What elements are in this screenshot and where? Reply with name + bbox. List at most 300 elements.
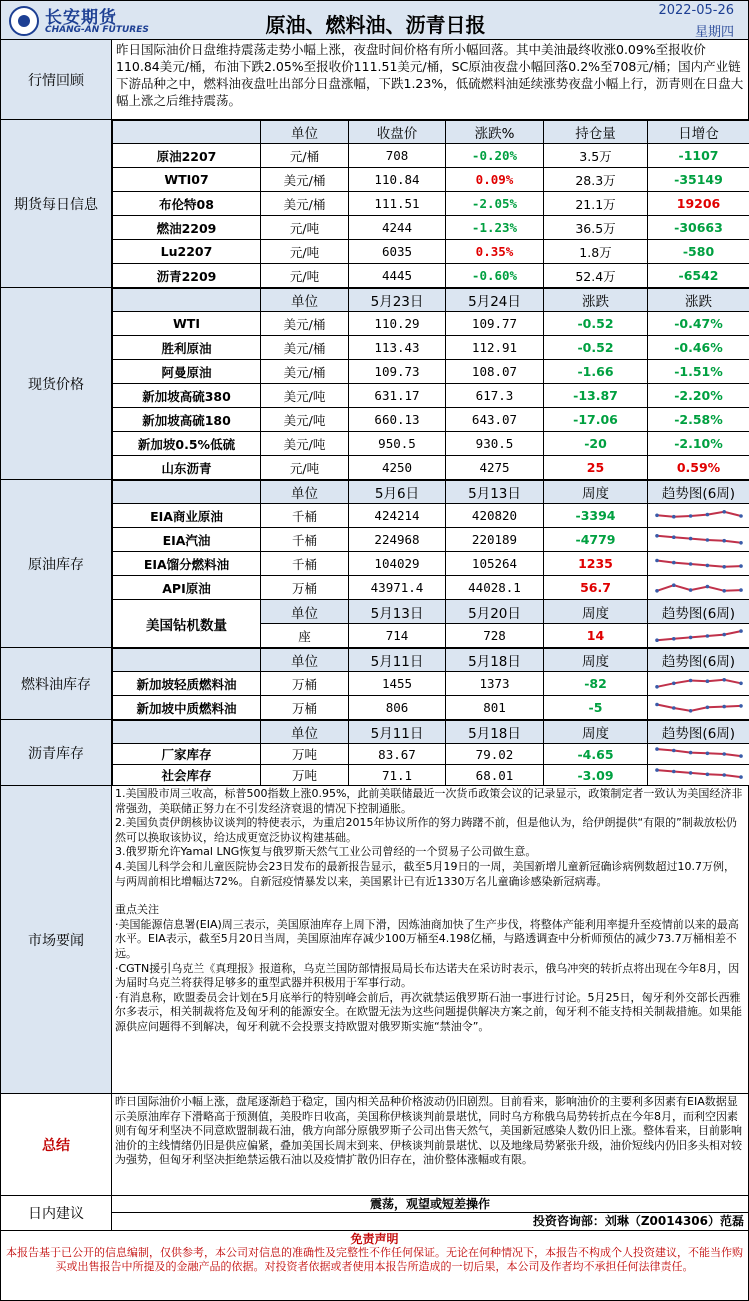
- daily-oi-change: -580: [648, 240, 749, 264]
- value-week1: 104029: [349, 552, 446, 576]
- value-week1: 43971.4: [349, 576, 446, 600]
- trend-sparkline: [653, 766, 745, 784]
- table-row: [113, 312, 749, 336]
- price-change-percent: -2.10%: [648, 432, 749, 456]
- column-header: 单位: [261, 289, 349, 312]
- table-row: [113, 264, 749, 288]
- value-week1: 83.67: [349, 744, 446, 765]
- contract-name: 沥青2209: [113, 264, 261, 288]
- trend-point: [688, 562, 692, 566]
- trend-point: [655, 534, 659, 538]
- column-header: 5月13日: [446, 481, 544, 504]
- trend-cell: [648, 624, 749, 648]
- value-week1: 1455: [349, 672, 446, 696]
- trend-point: [722, 538, 726, 542]
- trend-point: [722, 678, 726, 682]
- close-price: 110.84: [349, 168, 446, 192]
- spot-table: [112, 288, 749, 480]
- table-row: [113, 528, 749, 552]
- trend-point: [655, 768, 659, 772]
- trend-point: [655, 685, 659, 689]
- column-header: 涨跌%: [446, 121, 544, 144]
- unit-cell: 千桶: [261, 552, 349, 576]
- inventory-name: 新加坡轻质燃料油: [113, 672, 261, 696]
- table-row: [113, 384, 749, 408]
- unit-cell: 千桶: [261, 504, 349, 528]
- trend-point: [722, 589, 726, 593]
- trend-line: [657, 631, 741, 640]
- advice-block: [112, 1196, 749, 1231]
- news-block: [112, 786, 749, 1094]
- trend-point: [655, 702, 659, 706]
- table-row: [113, 672, 749, 696]
- value-week2: 44028.1: [446, 576, 544, 600]
- trend-point: [722, 632, 726, 636]
- section-label-advice: 日内建议: [0, 1196, 112, 1231]
- news-item: 4.美国儿科学会和儿童医院协会23日发布的最新报告显示，截至5月19日的一周，美国新增儿童新冠确诊病例数超过10.7万例，与两周前相比增幅达72%。自新冠疫情暴发以来，美国累计已有近1330万名儿童确诊感染新冠病毒。: [115, 859, 735, 888]
- rig-count-name: 美国钻机数量: [113, 600, 261, 648]
- price-change-percent: -2.20%: [648, 384, 749, 408]
- table-row: [113, 216, 749, 240]
- trend-line: [657, 704, 741, 710]
- unit-cell: 美元/桶: [261, 312, 349, 336]
- column-header: [113, 721, 261, 744]
- section-label-review: 行情回顾: [0, 40, 112, 120]
- unit-cell: 万桶: [261, 576, 349, 600]
- table-row: [113, 765, 749, 786]
- price-day1: 950.5: [349, 432, 446, 456]
- price-change: -17.06: [544, 408, 648, 432]
- trend-point: [739, 754, 743, 758]
- column-header: 5月6日: [349, 481, 446, 504]
- value-week2: 79.02: [446, 744, 544, 765]
- trend-line: [657, 560, 741, 566]
- trend-point: [655, 638, 659, 642]
- inventory-name: EIA商业原油: [113, 504, 261, 528]
- unit-cell: 万桶: [261, 672, 349, 696]
- column-header: 趋势图(6周): [648, 721, 749, 744]
- weekly-change: -82: [544, 672, 648, 696]
- column-header: 日增仓: [648, 121, 749, 144]
- weekly-change: -4779: [544, 528, 648, 552]
- price-change: -1.66: [544, 360, 648, 384]
- product-name: 胜利原油: [113, 336, 261, 360]
- trend-sparkline: [653, 555, 745, 573]
- unit-cell: 千桶: [261, 528, 349, 552]
- price-day1: 631.17: [349, 384, 446, 408]
- news-item: 重点关注: [115, 903, 159, 917]
- report-date: 2022-05-26: [658, 3, 734, 18]
- table-row: [113, 744, 749, 765]
- open-interest: 28.3万: [544, 168, 648, 192]
- value-week2: 105264: [446, 552, 544, 576]
- column-header: 周度: [544, 600, 648, 624]
- column-header: 5月13日: [349, 600, 446, 624]
- open-interest: 52.4万: [544, 264, 648, 288]
- table-row: [113, 144, 749, 168]
- price-change-percent: -2.58%: [648, 408, 749, 432]
- inventory-name: API原油: [113, 576, 261, 600]
- inventory-name: 新加坡中质燃料油: [113, 696, 261, 720]
- fuel-inventory-table: [112, 648, 749, 720]
- unit-cell: 元/吨: [261, 216, 349, 240]
- trend-point: [688, 588, 692, 592]
- inventory-name: 厂家库存: [113, 744, 261, 765]
- unit-cell: 美元/桶: [261, 192, 349, 216]
- trend-point: [688, 709, 692, 713]
- report-header: [0, 0, 749, 40]
- weekly-change: 14: [544, 624, 648, 648]
- trend-point: [688, 751, 692, 755]
- value-week1: 806: [349, 696, 446, 720]
- product-name: 山东沥青: [113, 456, 261, 480]
- trend-cell: [648, 744, 749, 765]
- trend-point: [739, 775, 743, 779]
- change-percent: -1.23%: [446, 216, 544, 240]
- value-week1: 224968: [349, 528, 446, 552]
- news-item: ·有消息称，欧盟委员会计划在5月底举行的特别峰会前后，再次就禁运俄罗斯石油一事进行讨论。5月25日，匈牙利外交部长西雅尔多表示，相关制裁将危及匈牙利的能源安全。在欧盟无法为这些问题提供解决方案之前，匈牙利不能支持相关制裁措施。如果能源供应问题得不到解决，匈牙利就不会投票支持欧盟对俄罗斯实施“禁油令”。: [115, 990, 742, 1033]
- price-change-percent: 0.59%: [648, 456, 749, 480]
- column-header: 5月23日: [349, 289, 446, 312]
- change-percent: -2.05%: [446, 192, 544, 216]
- open-interest: 36.5万: [544, 216, 648, 240]
- trend-point: [739, 704, 743, 708]
- column-header: 涨跌: [544, 289, 648, 312]
- daily-oi-change: 19206: [648, 192, 749, 216]
- close-price: 708: [349, 144, 446, 168]
- product-name: 新加坡高硫380: [113, 384, 261, 408]
- inventory-name: 社会库存: [113, 765, 261, 786]
- column-header: 收盘价: [349, 121, 446, 144]
- trend-point: [672, 749, 676, 753]
- trend-point: [722, 704, 726, 708]
- table-row: [113, 408, 749, 432]
- value-week1: 424214: [349, 504, 446, 528]
- column-header: 涨跌: [648, 289, 749, 312]
- value-week1: 71.1: [349, 765, 446, 786]
- trend-point: [722, 510, 726, 514]
- trend-line: [657, 511, 741, 516]
- column-header: 5月18日: [446, 721, 544, 744]
- weekly-change: 56.7: [544, 576, 648, 600]
- product-name: WTI: [113, 312, 261, 336]
- trend-cell: [648, 765, 749, 786]
- trend-point: [705, 563, 709, 567]
- unit-cell: 元/吨: [261, 264, 349, 288]
- trend-point: [672, 514, 676, 518]
- column-header: 5月11日: [349, 649, 446, 672]
- trend-point: [739, 681, 743, 685]
- trend-point: [739, 514, 743, 518]
- price-change: 25: [544, 456, 648, 480]
- trend-point: [672, 706, 676, 710]
- column-header: 趋势图(6周): [648, 600, 749, 624]
- column-header: 单位: [261, 649, 349, 672]
- disclaimer-title: 免责声明: [350, 1232, 399, 1246]
- trend-point: [739, 564, 743, 568]
- table-header-row: [113, 289, 749, 312]
- price-day2: 112.91: [446, 336, 544, 360]
- section-label-fuel-inventory: 燃料油库存: [0, 648, 112, 720]
- section-label-summary: 总结: [0, 1094, 112, 1196]
- trend-cell: [648, 672, 749, 696]
- price-day2: 930.5: [446, 432, 544, 456]
- unit-cell: 万桶: [261, 696, 349, 720]
- table-header-row: [113, 649, 749, 672]
- close-price: 4244: [349, 216, 446, 240]
- column-header: 5月18日: [446, 649, 544, 672]
- table-row: [113, 336, 749, 360]
- unit-cell: 元/吨: [261, 456, 349, 480]
- trend-point: [655, 747, 659, 751]
- section-label-futures: 期货每日信息: [0, 120, 112, 288]
- price-change-percent: -0.47%: [648, 312, 749, 336]
- trend-sparkline: [653, 507, 745, 525]
- open-interest: 21.1万: [544, 192, 648, 216]
- daily-oi-change: -35149: [648, 168, 749, 192]
- section-label-news: 市场要闻: [0, 786, 112, 1094]
- trend-point: [705, 584, 709, 588]
- column-header: [113, 481, 261, 504]
- change-percent: -0.60%: [446, 264, 544, 288]
- trend-cell: [648, 528, 749, 552]
- inventory-name: EIA汽油: [113, 528, 261, 552]
- table-row: [113, 696, 749, 720]
- price-day2: 617.3: [446, 384, 544, 408]
- inventory-name: EIA馏分燃料油: [113, 552, 261, 576]
- change-percent: -0.20%: [446, 144, 544, 168]
- disclaimer-text: 本报告基于已公开的信息编制，仅供参考，本公司对信息的准确性及完整性不作任何保证。无论在何种情况下，本报告不构成个人投资建议，不能当作购买或出售报告中所提及的金融产品的依据。对投资者依据或者使用本报告所造成的一切后果，本公司及作者均不承担任何法律责任。: [6, 1246, 743, 1273]
- price-change: -13.87: [544, 384, 648, 408]
- price-day2: 109.77: [446, 312, 544, 336]
- daily-oi-change: -30663: [648, 216, 749, 240]
- column-header: 周度: [544, 481, 648, 504]
- section-label-spot: 现货价格: [0, 288, 112, 480]
- trend-point: [655, 558, 659, 562]
- value-week2: 801: [446, 696, 544, 720]
- weekly-change: -3394: [544, 504, 648, 528]
- news-item: [115, 889, 745, 903]
- price-change-percent: -1.51%: [648, 360, 749, 384]
- product-name: 阿曼原油: [113, 360, 261, 384]
- trend-line: [657, 679, 741, 686]
- trend-line: [657, 585, 741, 591]
- trend-point: [672, 535, 676, 539]
- open-interest: 3.5万: [544, 144, 648, 168]
- weekly-change: 1235: [544, 552, 648, 576]
- unit-cell: 美元/吨: [261, 432, 349, 456]
- report-title: 原油、燃料油、沥青日报: [265, 13, 486, 37]
- price-day1: 110.29: [349, 312, 446, 336]
- unit-cell: 美元/吨: [261, 384, 349, 408]
- product-name: 新加坡高硫180: [113, 408, 261, 432]
- trend-point: [705, 512, 709, 516]
- contract-name: Lu2207: [113, 240, 261, 264]
- trend-point: [705, 634, 709, 638]
- price-change-percent: -0.46%: [648, 336, 749, 360]
- trend-point: [739, 541, 743, 545]
- trend-point: [672, 560, 676, 564]
- column-header: [113, 649, 261, 672]
- product-name: 新加坡0.5%低硫: [113, 432, 261, 456]
- advice-text: 震荡，观望或短差操作: [112, 1196, 748, 1213]
- close-price: 4445: [349, 264, 446, 288]
- disclaimer: [0, 1231, 749, 1301]
- trend-point: [722, 752, 726, 756]
- trend-point: [672, 770, 676, 774]
- column-header: [113, 121, 261, 144]
- price-change: -0.52: [544, 312, 648, 336]
- table-row: [113, 192, 749, 216]
- unit-cell: 美元/吨: [261, 408, 349, 432]
- table-row: [113, 360, 749, 384]
- trend-point: [705, 538, 709, 542]
- trend-point: [722, 565, 726, 569]
- summary-text: 昨日国际油价小幅上涨，盘尾逐渐趋于稳定，国内相关品种价格波动仍旧剧烈。目前看来，影响油价的主要利多因素有EIA数据显示美原油库存下滑略高于预测值，美股昨日收高，美国称伊核谈判前景堪忧，同时乌方称俄乌局势转折点在今年8月，而利空因素则有匈牙利坚决不同意欧盟制裁石油，俄方向部分原俄罗斯子公司出售天然气，美国新冠感染人数仍旧上涨。整体看来，目前影响油价的主线情绪仍旧是供应偏紧，叠加美国长周末到来、伊核谈判前景堪忧、以及地缘局势紧张升级，油价短线内仍旧多头相对较为强势，但匈牙利坚决拒绝禁运俄石油以及疫情扩散仍旧存在，油价整体涨幅或有限。: [112, 1094, 749, 1196]
- trend-point: [672, 681, 676, 685]
- news-item: 1.美国股市周三收高，标普500指数上涨0.95%，此前美联储最近一次货币政策会议的记录显示，政策制定者一致认为美国经济非常强劲，美联储正努力在不引发经济衰退的情况下控制通胀。: [115, 787, 743, 815]
- trend-sparkline: [653, 531, 745, 549]
- trend-sparkline: [653, 675, 745, 693]
- price-day2: 643.07: [446, 408, 544, 432]
- trend-point: [672, 583, 676, 587]
- column-header: 5月11日: [349, 721, 446, 744]
- weekly-change: -5: [544, 696, 648, 720]
- trend-sparkline: [653, 699, 745, 717]
- contract-name: 原油2207: [113, 144, 261, 168]
- open-interest: 1.8万: [544, 240, 648, 264]
- daily-oi-change: -1107: [648, 144, 749, 168]
- change-percent: 0.09%: [446, 168, 544, 192]
- trend-point: [655, 589, 659, 593]
- table-row: [113, 576, 749, 600]
- price-day1: 4250: [349, 456, 446, 480]
- column-header: 周度: [544, 721, 648, 744]
- daily-oi-change: -6542: [648, 264, 749, 288]
- asphalt-inventory-table: [112, 720, 749, 786]
- value-week2: 220189: [446, 528, 544, 552]
- price-change: -0.52: [544, 336, 648, 360]
- news-item: ·美国能源信息署(EIA)周三表示，美国原油库存上周下滑，因炼油商加快了生产步伐，将整体产能利用率提升至疫情前以来的最高水平。EIA表示，截至5月20日当周，美国原油库存减少100万桶至4.198亿桶，与路透调查中分析师预估的减少73.7万桶相差不远。: [115, 917, 739, 960]
- contract-name: 燃油2209: [113, 216, 261, 240]
- trend-cell: [648, 504, 749, 528]
- unit-cell: 万吨: [261, 765, 349, 786]
- table-row: [113, 456, 749, 480]
- column-header: 单位: [261, 121, 349, 144]
- unit-cell: 元/桶: [261, 144, 349, 168]
- column-header: 持仓量: [544, 121, 648, 144]
- column-header: [113, 289, 261, 312]
- column-header: 单位: [261, 600, 349, 624]
- table-header-row: [113, 481, 749, 504]
- trend-cell: [648, 552, 749, 576]
- unit-cell: 元/吨: [261, 240, 349, 264]
- section-label-crude-inventory: 原油库存: [0, 480, 112, 648]
- news-item: 2.美国负责伊朗核协议谈判的特使表示，为重启2015年协议所作的努力踌躇不前，但是他认为，给伊朗提供“有限的”制裁放松仍然可以换取该协议，给达成更宽泛协议构建基础。: [115, 816, 737, 844]
- table-header-row: [113, 121, 749, 144]
- value-week2: 420820: [446, 504, 544, 528]
- trend-point: [688, 678, 692, 682]
- futures-table: [112, 120, 749, 288]
- trend-point: [705, 705, 709, 709]
- crude-inventory-table: [112, 480, 749, 648]
- trend-sparkline: [653, 745, 745, 763]
- section-label-asphalt-inventory: 沥青库存: [0, 720, 112, 786]
- change-percent: 0.35%: [446, 240, 544, 264]
- table-header-row: [113, 721, 749, 744]
- trend-point: [739, 629, 743, 633]
- analyst-line: 投资咨询部：刘琳（Z0014306）范磊: [532, 1214, 744, 1228]
- trend-cell: [648, 576, 749, 600]
- contract-name: WTI07: [113, 168, 261, 192]
- column-header: 单位: [261, 481, 349, 504]
- trend-point: [705, 752, 709, 756]
- column-header: 周度: [544, 649, 648, 672]
- trend-point: [705, 679, 709, 683]
- trend-sparkline: [653, 627, 745, 645]
- unit-cell: 美元/桶: [261, 168, 349, 192]
- trend-point: [688, 635, 692, 639]
- table-row: [113, 552, 749, 576]
- price-day1: 113.43: [349, 336, 446, 360]
- table-row: [113, 432, 749, 456]
- trend-point: [739, 588, 743, 592]
- column-header: 趋势图(6周): [648, 649, 749, 672]
- unit-cell: 美元/桶: [261, 360, 349, 384]
- contract-name: 布伦特08: [113, 192, 261, 216]
- trend-point: [688, 536, 692, 540]
- value-week2: 1373: [446, 672, 544, 696]
- table-row: [113, 240, 749, 264]
- price-day1: 660.13: [349, 408, 446, 432]
- table-row: [113, 168, 749, 192]
- trend-point: [672, 637, 676, 641]
- unit-cell: 座: [261, 624, 349, 648]
- unit-cell: 万吨: [261, 744, 349, 765]
- column-header: 5月20日: [446, 600, 544, 624]
- price-change: -20: [544, 432, 648, 456]
- rig-header-row: [113, 600, 749, 624]
- review-text: 昨日国际油价日盘维持震荡走势小幅上涨，夜盘时间价格有所小幅回落。其中美油最终收涨0.09%至报收价110.84美元/桶，布油下跌2.05%至报收价111.51美元/桶，SC原油夜盘小幅回落0.2%至708元/桶；国内产业链下游品种之中，燃料油夜盘吐出部分日盘涨幅，下跌1.23%，低硫燃料油延续涨势夜盘小幅上行，沥青则在日盘大幅上涨之后维持震荡。: [112, 40, 749, 120]
- value-week2: 728: [446, 624, 544, 648]
- news-item: 3.俄罗斯允许Yamal LNG恢复与俄罗斯天然气工业公司曾经的一个贸易子公司做生意。: [115, 845, 537, 859]
- weekly-change: -4.65: [544, 744, 648, 765]
- close-price: 6035: [349, 240, 446, 264]
- column-header: 单位: [261, 721, 349, 744]
- price-day2: 4275: [446, 456, 544, 480]
- trend-point: [688, 514, 692, 518]
- trend-sparkline: [653, 579, 745, 597]
- news-item: ·CGTN援引乌克兰《真理报》报道称，乌克兰国防部情报局局长布达诺夫在采访时表示，俄乌冲突的转折点将出现在今年8月，因为届时乌克兰将获得足够多的重型武器并积极用于军事行动。: [115, 961, 740, 990]
- trend-point: [705, 773, 709, 777]
- price-day1: 109.73: [349, 360, 446, 384]
- column-header: 趋势图(6周): [648, 481, 749, 504]
- trend-line: [657, 749, 741, 756]
- value-week2: 68.01: [446, 765, 544, 786]
- weekly-change: -3.09: [544, 765, 648, 786]
- brand-name-en: CHANG-AN FUTURES: [45, 25, 149, 35]
- report-weekday: 星期四: [694, 25, 734, 40]
- column-header: 5月24日: [446, 289, 544, 312]
- trend-point: [688, 771, 692, 775]
- brand-name-cn: 长安期货: [45, 8, 117, 28]
- trend-cell: [648, 696, 749, 720]
- unit-cell: 美元/桶: [261, 336, 349, 360]
- trend-line: [657, 770, 741, 777]
- table-row: [113, 504, 749, 528]
- trend-point: [722, 773, 726, 777]
- value-week1: 714: [349, 624, 446, 648]
